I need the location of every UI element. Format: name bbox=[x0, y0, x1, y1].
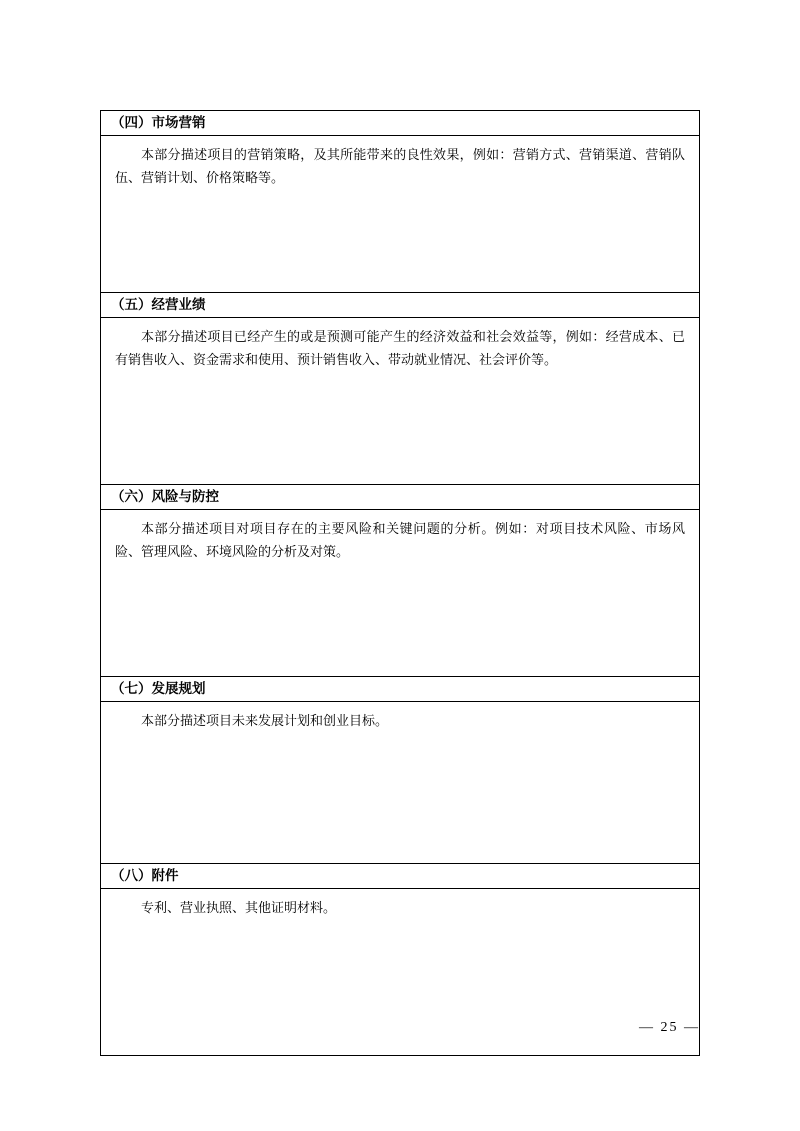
section-heading-development-plan: （七）发展规划 bbox=[101, 677, 700, 702]
section-body-text: 本部分描述项目对项目存在的主要风险和关键问题的分析。例如：对项目技术风险、市场风险、管理风险、环境风险的分析及对策。 bbox=[115, 521, 685, 559]
section-heading-attachments: （八）附件 bbox=[101, 864, 700, 889]
table-row bbox=[101, 111, 700, 136]
section-body-development-plan bbox=[101, 702, 700, 864]
section-body-text: 专利、营业执照、其他证明材料。 bbox=[141, 900, 337, 915]
section-body-risk-control bbox=[101, 510, 700, 677]
section-body-text: 本部分描述项目的营销策略，及其所能带来的良性效果，例如：营销方式、营销渠道、营销队伍、营销计划、价格策略等。 bbox=[115, 147, 685, 185]
section-body-text: 本部分描述项目已经产生的或是预测可能产生的经济效益和社会效益等，例如：经营成本、已有销售收入、资金需求和使用、预计销售收入、带动就业情况、社会评价等。 bbox=[115, 329, 685, 367]
table-row bbox=[101, 485, 700, 510]
section-heading-business-performance: （五）经营业绩 bbox=[101, 293, 700, 318]
table-row bbox=[101, 136, 700, 293]
table-row bbox=[101, 510, 700, 677]
section-body-market-marketing bbox=[101, 136, 700, 293]
table-row bbox=[101, 864, 700, 889]
section-heading-market-marketing: （四）市场营销 bbox=[101, 111, 700, 136]
section-body-text: 本部分描述项目未来发展计划和创业目标。 bbox=[141, 713, 389, 728]
section-heading-risk-control: （六）风险与防控 bbox=[101, 485, 700, 510]
table-row bbox=[101, 702, 700, 864]
section-body-business-performance bbox=[101, 318, 700, 485]
table-row bbox=[101, 677, 700, 702]
table-row bbox=[101, 293, 700, 318]
table-row bbox=[101, 318, 700, 485]
business-plan-table bbox=[100, 110, 700, 1056]
page-number: — 25 — bbox=[639, 1020, 700, 1035]
